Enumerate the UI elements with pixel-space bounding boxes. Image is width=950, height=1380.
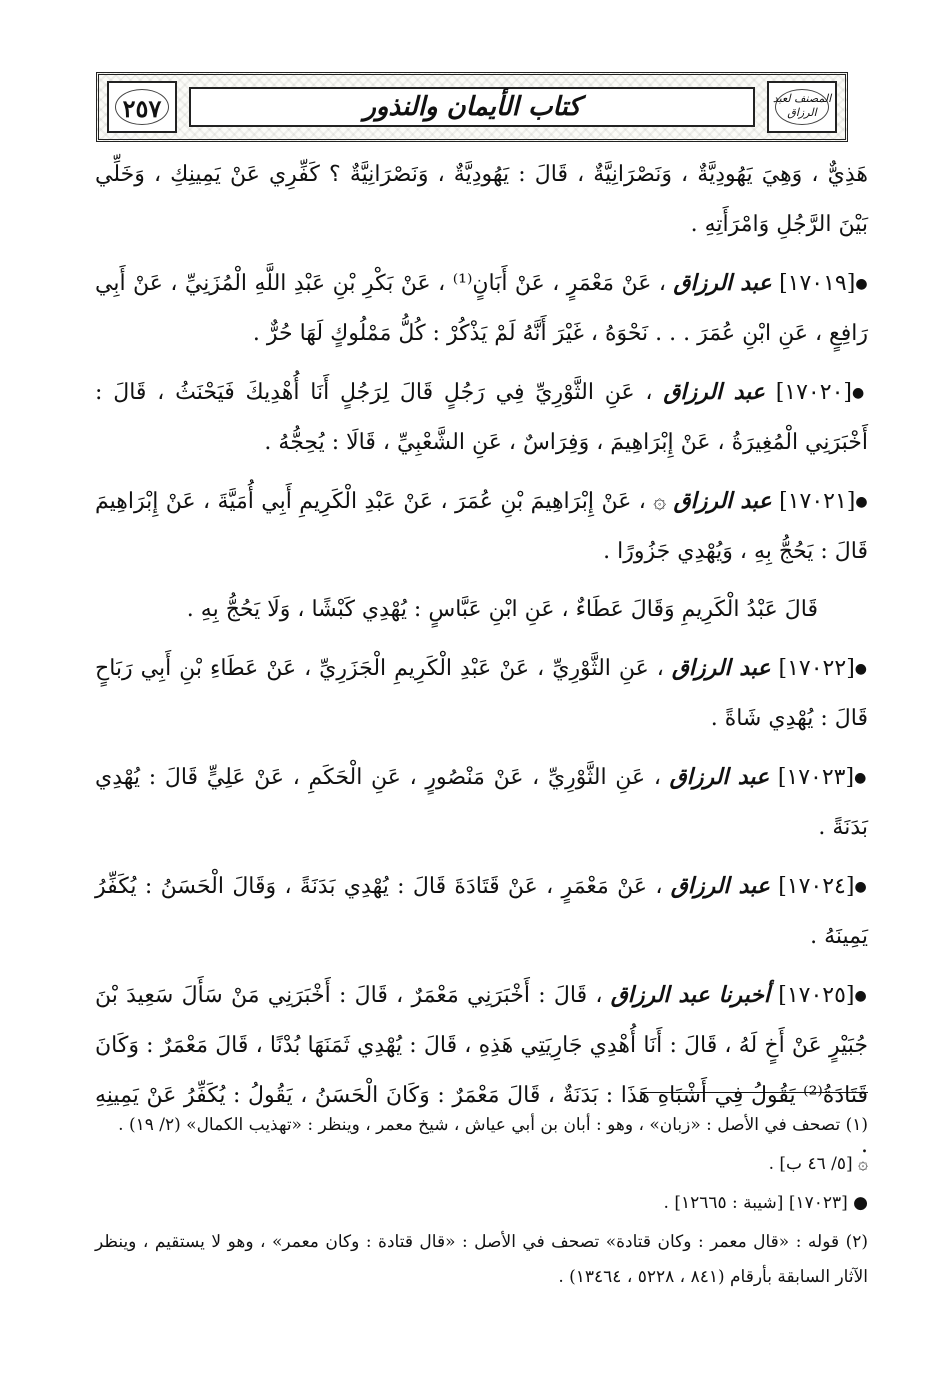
header-title-frame [189,87,755,127]
hadith-paragraph [95,752,868,853]
page-number: ٢٥٧ [122,94,162,123]
footnotes [95,1108,868,1299]
hadith-number: [١٧٠٢١] [779,489,856,514]
page-header [96,72,848,142]
footnote: ● [١٧٠٢٣] [شيبة : ١٢٦٦٥] . [663,1193,868,1213]
hadith-text: ، عَنِ الثَّوْرِيِّ ، عَنْ مَنْصُورٍ ، عَنِ الْحَكَمِ ، عَنْ عَلِيٍّ قَالَ : يُهْدِي بَدَنَةً . [95,765,868,840]
hadith-paragraph [95,476,868,577]
main-text [95,150,868,1179]
hadith-text: هَذِيٌّ ، وَهِيَ يَهُودِيَّةٌ ، وَنَصْرَانِيَّةٌ ، قَالَ : يَهُودِيَّةٌ ، وَنَصْرَانِيَّةٌ ؟ كَفِّرِي عَنْ يَمِينِكِ ، وَخَلِّي بَيْنَ الرَّجُلِ وَامْرَأَتِهِ . [95,162,868,237]
hadith-number: [١٧٠٢٠] [775,380,852,405]
hadith-text: قَالَ عَبْدُ الْكَرِيمِ وَقَالَ عَطَاءٌ ، عَنِ ابْنِ عَبَّاسٍ : يُهْدِي كَبْشًا ، وَلَا يَحُجُّ بِهِ . [186,597,818,622]
hadith-paragraph [95,258,868,359]
bullet-icon: ● [854,988,868,1004]
narrator-name: عبد الرزاق [673,270,772,296]
hadith-text: ، عَنْ مَعْمَرٍ ، عَنْ أَبَانٍ⁽¹⁾ ، عَنْ بَكْرِ بْنِ عَبْدِ اللَّهِ الْمُزَنِيِّ ، عَنْ أَبِي رَافِعٍ ، عَنِ ابْنِ عُمَرَ . . . نَحْوَهُ ، غَيْرَ أَنَّهُ لَمْ يَذْكُرْ : كُلُّ مَمْلُوكٍ لَهَا حُرٌّ . [95,271,868,346]
hadith-paragraph [95,150,868,250]
footnote-separator [643,1092,868,1093]
bullet-icon: ● [855,494,868,510]
hadith-number: [١٧٠٢٣] [777,765,855,790]
hadith-paragraph [95,861,868,962]
hadith-paragraph [95,367,868,468]
hadith-number: [١٧٠٢٤] [778,874,855,899]
book-title: كتاب الأيمان والنذور [363,92,581,122]
hadith-number: [١٧٠٢٥] [778,983,855,1008]
hadith-number: [١٧٠٢٢] [778,656,855,681]
hadith-text: ، عَنِ الثَّوْرِيِّ فِي رَجُلٍ قَالَ لِرَجُلٍ أَنَا أُهْدِيكَ فَيَحْنَثُ ، قَالَ : أَخْبَرَنِي الْمُغِيرَةُ ، عَنْ إِبْرَاهِيمَ ، وَفِرَاسٌ ، عَنِ الشَّعْبِيِّ ، قَالَا : يُحِجُّهُ . [95,380,868,455]
narrator-name: عبد الرزاق [669,764,770,790]
bullet-icon: ● [854,879,869,895]
footnote: ۞ [٥/ ٤٦ ب] . [768,1154,868,1174]
bullet-icon: ● [854,661,868,677]
hadith-text: ، قَالَ : أَخْبَرَنِي مَعْمَرٌ ، قَالَ : أَخْبَرَنِي مَنْ سَأَلَ سَعِيدَ بْنَ جُبَيْرٍ عَنْ أَخٍ لَهُ ، قَالَ : أَنَا أُهْدِي جَارِيَتِي هَذِهِ ، قَالَ : يُهْدِي ثَمَنَهَا بُدْنًا ، قَالَ مَعْمَرٌ : وَكَانَ قَتَادَةُ⁽²⁾ يَقُولُ فِي أَشْبَاهِ هَذَا : بَدَنَةٌ ، قَالَ مَعْمَرٌ : وَكَانَ الْحَسَنُ ، يَقُولُ : يُكَفِّرُ عَنْ يَمِينِهِ . [95,983,868,1158]
hadith-text: ، عَنِ الثَّوْرِيِّ ، عَنْ عَبْدِ الْكَرِيمِ الْجَزَرِيِّ ، عَنْ عَطَاءِ بْنِ أَبِي رَبَاحٍ قَالَ : يُهْدِي شَاةً . [95,656,868,731]
hadith-number: [١٧٠١٩] [779,271,856,296]
hadith-paragraph [95,643,868,744]
narrator-name: أخبرنا عبد الرزاق [610,982,770,1008]
footnote: (٢) قوله : «قال معمر : وكان قتادة» تصحف في الأصل : «قال قتادة : وكان معمر» ، وهو لا يستقيم ، وينظر الآثار السابقة بأرقام (٨٤١ ، ٥٢٢٨ ، ١٣٤٦٤) . [95,1232,868,1287]
footnote: (١) تصحف في الأصل : «زبان» ، وهو : أبان بن أبي عياش ، شيخ معمر ، وينظر : «تهذيب الكمال» (٢/ ١٩) . [118,1115,868,1135]
bullet-icon: ● [851,385,869,401]
bullet-icon: ● [854,770,869,786]
bullet-icon: ● [855,276,869,292]
book-emblem [767,81,837,133]
narrator-name: عبد الرزاق [663,379,765,405]
narrator-name: عبد الرزاق [673,488,772,514]
narrator-name: عبد الرزاق [671,655,771,681]
page-number-frame [107,81,177,133]
emblem-text: المصنف لعبد الرزاق [772,92,832,119]
hadith-paragraph [95,585,868,635]
narrator-name: عبد الرزاق [670,873,770,899]
hadith-text: ، عَنْ مَعْمَرٍ ، عَنْ قَتَادَةَ قَالَ : يُهْدِي بَدَنَةً ، وَقَالَ الْحَسَنُ : يُكَفِّرُ يَمِينَهُ . [95,874,868,949]
hadith-text: ۞ ، عَنْ إِبْرَاهِيمَ بْنِ عُمَرَ ، عَنْ عَبْدِ الْكَرِيمِ أَبِي أُمَيَّةَ ، عَنْ إِبْرَاهِيمَ قَالَ : يَحُجُّ بِهِ ، وَيُهْدِي جَزُورًا . [95,489,868,564]
